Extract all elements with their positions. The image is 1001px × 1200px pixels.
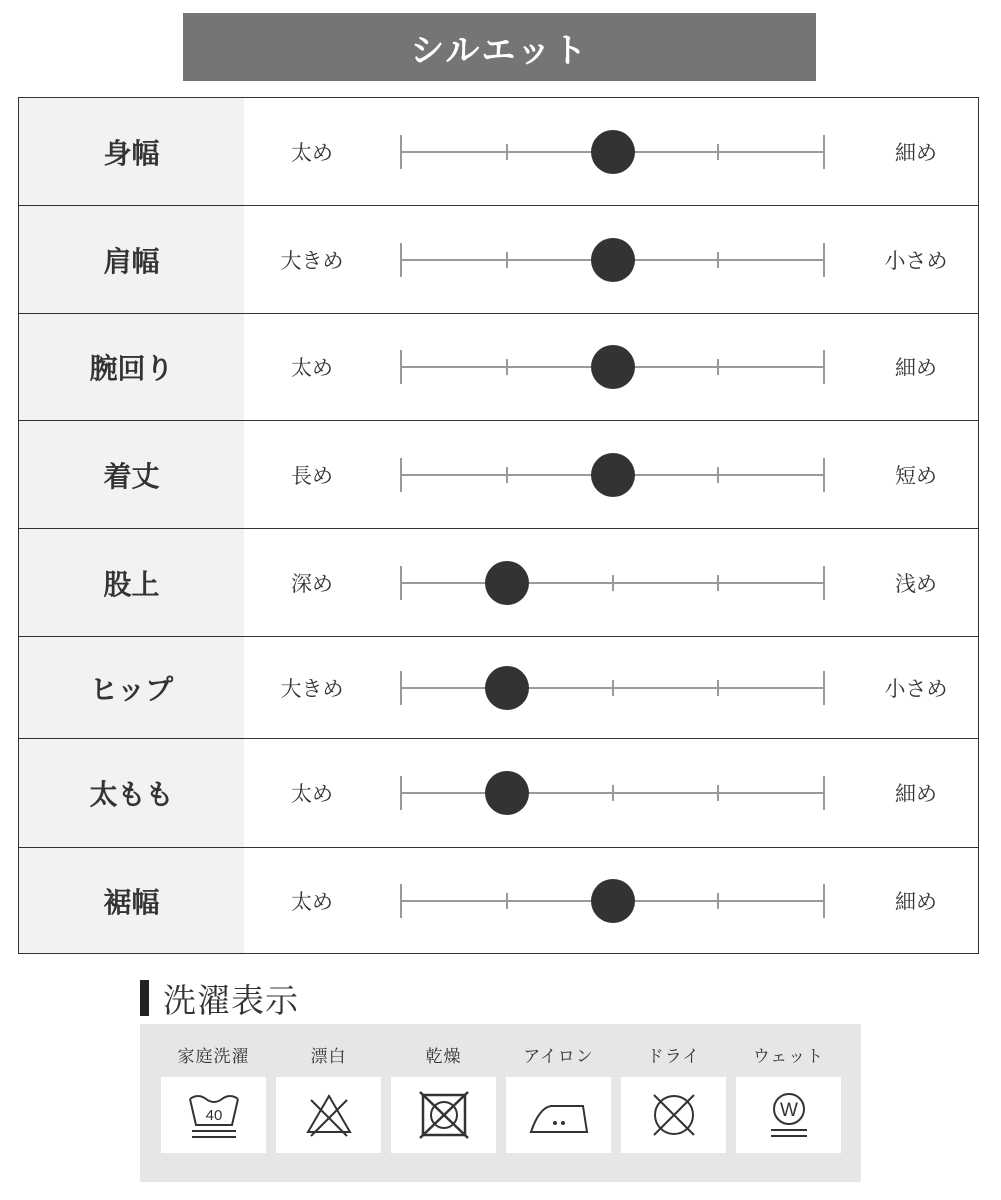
scale-left-label: 太め (291, 356, 333, 380)
silhouette-row (19, 847, 978, 953)
scale-left-label: 太め (291, 889, 333, 914)
wet-clean-gentle-icon (736, 1077, 841, 1153)
scale-tick (717, 467, 719, 483)
scale-right-label: 小さめ (884, 248, 948, 273)
no-tumble-dry-icon (391, 1077, 496, 1153)
rating-scale (400, 566, 825, 600)
scale-marker (485, 771, 529, 815)
scale-right-label: 細め (895, 140, 937, 165)
scale-marker (591, 879, 635, 923)
scale-left-label: 深め (291, 571, 333, 596)
scale-left-label: 大きめ (280, 676, 344, 701)
wash-symbol-label: アイロン (523, 1047, 594, 1067)
scale-tick (823, 671, 825, 705)
scale-tick (506, 467, 508, 483)
iron-low-icon (506, 1077, 611, 1153)
scale-tick (717, 144, 719, 160)
silhouette-row (19, 205, 978, 313)
rating-scale (400, 135, 825, 169)
scale-tick (612, 575, 614, 591)
silhouette-row (19, 98, 978, 205)
row-label: 太もも (19, 739, 244, 847)
scale-marker (591, 345, 635, 389)
scale-tick (823, 776, 825, 810)
scale-tick (717, 785, 719, 801)
rating-scale (400, 458, 825, 492)
scale-tick (717, 252, 719, 268)
rating-scale (400, 776, 825, 810)
scale-tick (400, 884, 402, 918)
scale-marker (591, 130, 635, 174)
scale-tick (612, 680, 614, 696)
row-label: 裾幅 (19, 848, 244, 953)
silhouette-row (19, 528, 978, 636)
washing-symbols-panel (140, 1024, 861, 1182)
wash-symbol-label: ドライ (646, 1047, 701, 1067)
scale-tick (400, 350, 402, 384)
no-bleach-icon (276, 1077, 381, 1153)
rating-scale (400, 350, 825, 384)
washing-heading (140, 975, 299, 1021)
silhouette-row (19, 420, 978, 528)
row-label: 腕回り (19, 314, 244, 420)
rating-scale (400, 243, 825, 277)
scale-tick (400, 671, 402, 705)
scale-tick (717, 575, 719, 591)
heading-bar (140, 980, 149, 1016)
scale-marker (591, 238, 635, 282)
wash-tub-40-icon (161, 1077, 266, 1153)
scale-tick (506, 893, 508, 909)
wash-symbol-label: 乾燥 (425, 1047, 462, 1067)
no-dry-clean-icon (621, 1077, 726, 1153)
row-label: 着丈 (19, 421, 244, 528)
scale-tick (823, 884, 825, 918)
scale-tick (400, 458, 402, 492)
scale-right-label: 短め (895, 463, 937, 488)
scale-tick (823, 350, 825, 384)
scale-marker (485, 561, 529, 605)
scale-right-label: 細め (895, 782, 937, 806)
scale-tick (717, 359, 719, 375)
scale-left-label: 太め (291, 782, 333, 806)
scale-left-label: 大きめ (280, 248, 344, 273)
rating-scale (400, 671, 825, 705)
silhouette-table (18, 97, 979, 954)
scale-tick (400, 135, 402, 169)
row-label: ヒップ (19, 637, 244, 738)
scale-tick (400, 776, 402, 810)
scale-marker (591, 453, 635, 497)
scale-tick (823, 243, 825, 277)
scale-right-label: 小さめ (884, 676, 948, 701)
washing-title: 洗濯表示 (163, 980, 299, 1020)
rating-scale (400, 884, 825, 918)
row-label: 身幅 (19, 98, 244, 205)
scale-right-label: 細め (895, 889, 937, 914)
scale-tick (506, 359, 508, 375)
scale-right-label: 浅め (895, 571, 937, 596)
scale-marker (485, 666, 529, 710)
scale-left-label: 太め (291, 140, 333, 165)
scale-tick (823, 135, 825, 169)
scale-right-label: 細め (895, 356, 937, 380)
scale-left-label: 長め (291, 463, 333, 488)
scale-tick (400, 566, 402, 600)
silhouette-row (19, 738, 978, 847)
scale-tick (717, 893, 719, 909)
row-label: 肩幅 (19, 206, 244, 313)
scale-tick (823, 566, 825, 600)
scale-tick (612, 785, 614, 801)
scale-tick (400, 243, 402, 277)
row-label: 股上 (19, 529, 244, 636)
wet-letter-text: W (779, 1100, 798, 1121)
scale-tick (506, 144, 508, 160)
wash-temp-text: 40 (205, 1107, 222, 1124)
wash-symbol-label: 漂白 (310, 1047, 347, 1067)
wash-symbol-label: 家庭洗濯 (177, 1047, 250, 1067)
wash-symbol-label: ウェット (752, 1047, 825, 1067)
scale-tick (717, 680, 719, 696)
silhouette-row (19, 313, 978, 420)
silhouette-title: シルエット (183, 13, 816, 81)
scale-tick (506, 252, 508, 268)
silhouette-row (19, 636, 978, 738)
scale-tick (823, 458, 825, 492)
